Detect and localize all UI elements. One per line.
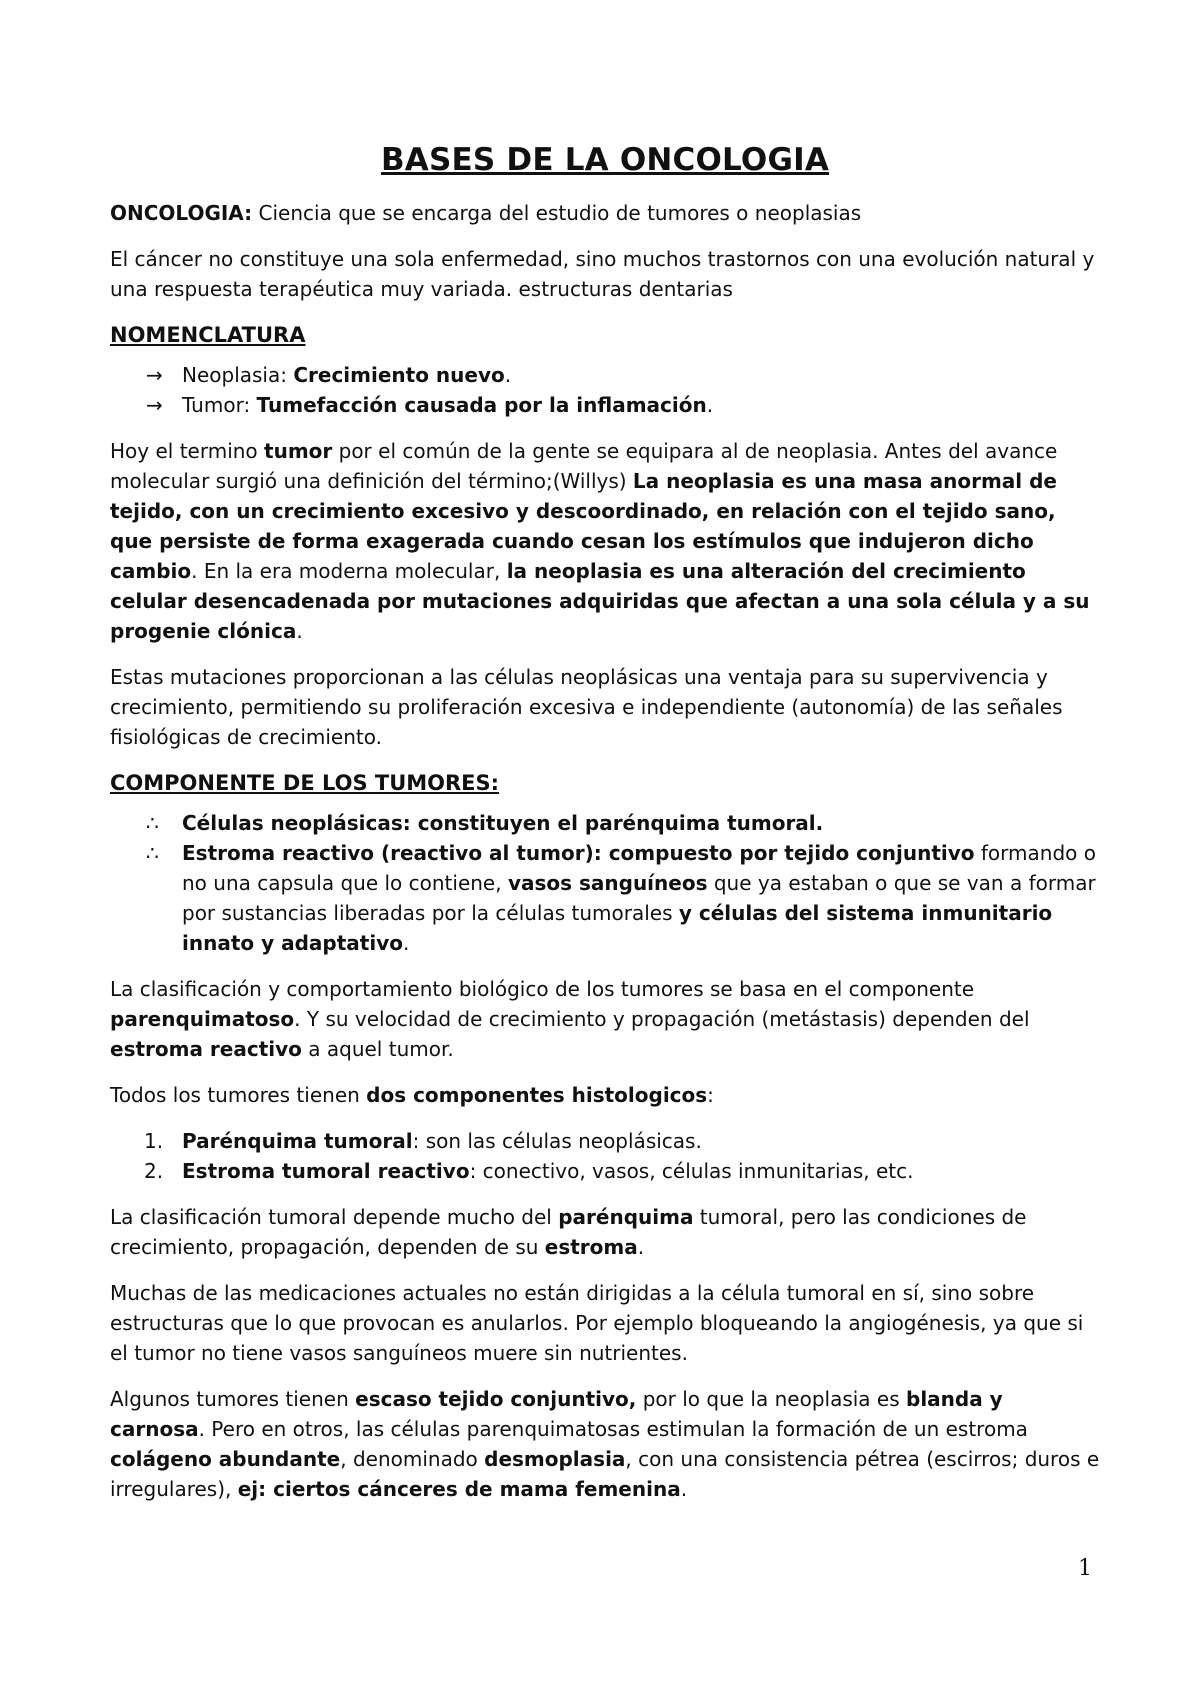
list-item: → Neoplasia: Crecimiento nuevo. <box>110 360 1100 390</box>
list-item: 2. Estroma tumoral reactivo: conectivo, vasos, células inmunitarias, etc. <box>110 1156 1100 1186</box>
page-number: 1 <box>1078 1556 1092 1581</box>
histologicos-list <box>110 1126 1100 1186</box>
document-page <box>110 140 1100 1520</box>
list-number: 2. <box>144 1159 164 1183</box>
list-item: ∴ Estroma reactivo (reactivo al tumor): compuesto por tejido conjuntivo formando o no una capsula que lo contiene, vasos sanguíneos que ya estaban o que se van a formar por sustancias liberadas por la células tumorales y células del sistema inmunitario innato y adaptativo. <box>110 838 1100 958</box>
heading-nomenclatura: NOMENCLATURA <box>110 323 306 347</box>
list-item: ∴ Células neoplásicas: constituyen el parénquima tumoral. <box>110 808 1100 838</box>
arrow-right-icon: → <box>146 363 163 387</box>
paragraph-cancer: El cáncer no constituye una sola enfermedad, sino muchos trastornos con una evolución natural y una respuesta terapéutica muy variada. estructuras dentarias <box>110 247 1095 301</box>
paragraph-medicaciones: Muchas de las medicaciones actuales no están dirigidas a la célula tumoral en sí, sino sobre estructuras que lo que provocan es anularlos. Por ejemplo bloqueando la angiogénesis, ya que si el tumor no tiene vasos sanguíneos muere sin nutrientes. <box>110 1281 1084 1365</box>
list-number: 1. <box>144 1129 164 1153</box>
paragraph-clasificacion: La clasificación y comportamiento biológico de los tumores se basa en el componente parenquimatoso. Y su velocidad de crecimiento y propagación (metástasis) dependen del estroma reactivo a aquel tumor. <box>110 977 1030 1061</box>
paragraph-oncologia-definition: ONCOLOGIA: Ciencia que se encarga del estudio de tumores o neoplasias <box>110 201 862 225</box>
nomenclatura-list <box>110 360 1100 420</box>
therefore-icon: ∴ <box>146 841 159 865</box>
term-oncologia: ONCOLOGIA: <box>110 201 253 225</box>
paragraph-mutaciones: Estas mutaciones proporcionan a las células neoplásicas una ventaja para su supervivencia y crecimiento, permitiendo su proliferación excesiva e independiente (autonomía) de las señales fisiológicas de crecimiento. <box>110 665 1063 749</box>
paragraph-desmoplasia: Algunos tumores tienen escaso tejido conjuntivo, por lo que la neoplasia es blanda y carnosa. Pero en otros, las células parenquimatosas estimulan la formación de un estroma colágeno abundante, denominado desmoplasia, con una consistencia pétrea (escirros; duros e irregulares), ej: ciertos cánceres de mama femenina. <box>110 1387 1100 1501</box>
heading-componentes: COMPONENTE DE LOS TUMORES: <box>110 771 500 795</box>
paragraph-componentes-histologicos: Todos los tumores tienen dos componentes histologicos: <box>110 1083 714 1107</box>
arrow-right-icon: → <box>146 393 163 417</box>
list-item: → Tumor: Tumefacción causada por la inflamación. <box>110 390 1100 420</box>
list-item: 1. Parénquima tumoral: son las células neoplásicas. <box>110 1126 1100 1156</box>
paragraph-clasificacion-tumoral: La clasificación tumoral depende mucho del parénquima tumoral, pero las condiciones de crecimiento, propagación, dependen de su estroma. <box>110 1205 1027 1259</box>
paragraph-tumor-definition: Hoy el termino tumor por el común de la gente se equipara al de neoplasia. Antes del avance molecular surgió una definición del término;(Willys) La neoplasia es una masa anormal de tejido, con un crecimiento excesivo y descoordinado, en relación con el tejido sano, que persiste de forma exagerada cuando cesan los estímulos que indujeron dicho cambio. En la era moderna molecular, la neoplasia es una alteración del crecimiento celular desencadenada por mutaciones adquiridas que afectan a una sola célula y a su progenie clónica. <box>110 439 1090 643</box>
componentes-list <box>110 808 1100 958</box>
therefore-icon: ∴ <box>146 811 159 835</box>
document-title: BASES DE LA ONCOLOGIA <box>380 142 830 178</box>
